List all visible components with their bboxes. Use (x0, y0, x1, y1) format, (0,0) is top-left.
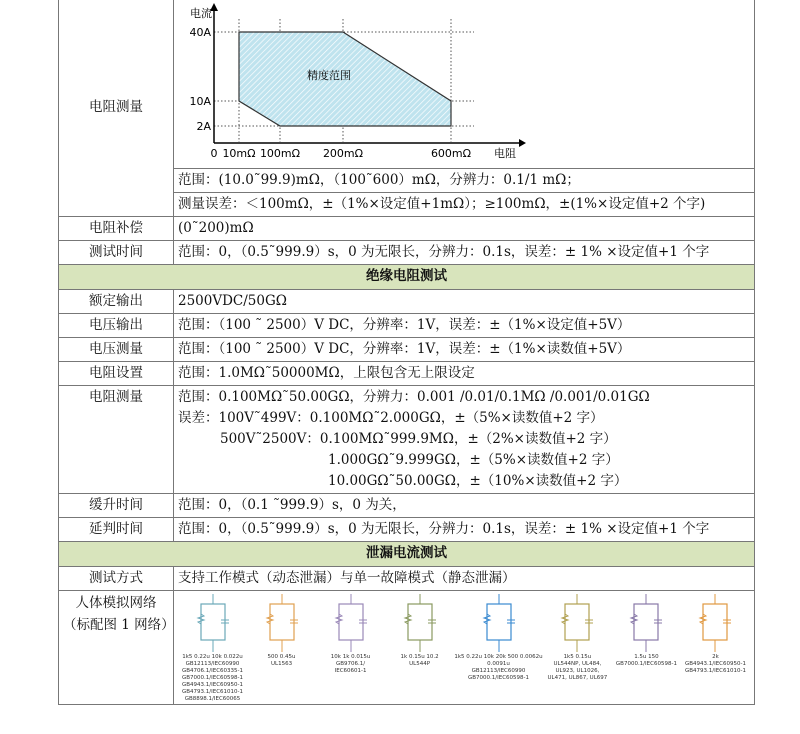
row-label: 电阻设置 (59, 362, 174, 386)
delay-value: 范围：0，（0.5˜999.9）s，0 为无限长，分辨力：0.1s，误差：± 1% ×设定值+1 个字 (174, 518, 755, 542)
circuit-values: 1k5 0.15u (563, 654, 592, 660)
network-diagram (247, 592, 316, 703)
y-tick-label: 10A (189, 95, 211, 108)
standard-caption: UL544NP, UL484, UL923, UL1026, UL471, UL867, UL697 (547, 661, 608, 681)
row-label: 电压测量 (59, 338, 174, 362)
x-tick-label: 0 (210, 147, 218, 160)
x-arrow (519, 139, 526, 147)
test-time-label: 测试时间 (59, 241, 174, 265)
standard-caption: GB9706.1/ IEC60601-1 (334, 661, 367, 674)
circuit-values: 1k 0.15u 10.2 (400, 654, 439, 660)
y-tick-label: 2A (196, 120, 211, 133)
resistance-range: 范围：(10.0˜99.9)mΩ，（100˜600）mΩ，分辨力：0.1/1 mΩ； (174, 169, 755, 193)
network-diagram (543, 592, 612, 703)
circuit-values: 10k 1k 0.015u (330, 654, 371, 660)
circuit-icon (390, 592, 450, 654)
ir-line: 500V˜2500V：0.100MΩ˜999.9MΩ，±（2%×读数值+2 字） (220, 431, 617, 447)
network-diagram (454, 592, 543, 703)
ir-line: 10.00GΩ˜50.00GΩ，±（10%×读数值+2 字） (328, 473, 628, 489)
row-label: 电压输出 (59, 314, 174, 338)
spec-table (58, 0, 755, 705)
network-cell (174, 591, 755, 705)
circuit-values: 2k (712, 654, 719, 660)
network-diagram (385, 592, 454, 703)
standard-caption: GB7000.1/IEC60598-1 (615, 661, 677, 667)
row-value: 2500VDC/50GΩ (174, 290, 755, 314)
standard-caption: GB12113/IEC60990 GB4706.1/IEC60335-1 GB7000.1/IEC60598-1 GB4943.1/IEC60950-1 GB4793.1/IEC61010-1 GB8898.1/IEC60065 (181, 661, 244, 702)
resistance-measure-label: 电阻测量 (59, 0, 174, 217)
network-diagrams (178, 592, 750, 703)
network-diagram (178, 592, 247, 703)
circuit-icon (321, 592, 381, 654)
mode-label: 测试方式 (59, 567, 174, 591)
delay-label: 延判时间 (59, 518, 174, 542)
network-label: 人体模拟网络（标配图 1 网络） (59, 591, 174, 705)
row-value: 范围：1.0MΩ˜50000MΩ，上限包含无上限设定 (174, 362, 755, 386)
x-tick-label: 10mΩ (222, 147, 256, 160)
circuit-icon (616, 592, 676, 654)
ir-line: 范围：0.100MΩ˜50.00GΩ，分辨力：0.001 /0.01/0.1MΩ /0.001/0.01GΩ (178, 389, 650, 405)
standard-caption: UL544P (409, 661, 431, 667)
resistance-error: 测量误差：＜100mΩ，±（1%×设定值+1mΩ）；≥100mΩ，±(1%×设定值+2 个字) (174, 193, 755, 217)
y-axis-label: 电流 (190, 7, 212, 20)
circuit-values: 500 0.45u (267, 654, 296, 660)
mode-value: 支持工作模式（动态泄漏）与单一故障模式（静态泄漏） (174, 567, 755, 591)
insulation-section-title: 绝缘电阻测试 (59, 265, 755, 290)
circuit-values: 1k5 0.22u 10k 20k 500 0.0062u 0.0091u (454, 654, 543, 667)
circuit-icon (252, 592, 312, 654)
ir-line: 1.000GΩ˜9.999GΩ，±（5%×读数值+2 字） (328, 452, 619, 468)
network-diagram (681, 592, 750, 703)
network-diagram (316, 592, 385, 703)
ramp-value: 范围：0，（0.1 ˜999.9）s，0 为关， (174, 494, 755, 518)
circuit-values: 1.5u 150 (634, 654, 659, 660)
circuit-icon (469, 592, 529, 654)
standard-caption: GB12113/IEC60990 GB7000.1/IEC60598-1 (467, 668, 530, 681)
standard-caption: GB4943.1/IEC60950-1 GB4793.1/IEC61010-1 (684, 661, 746, 674)
row-value: 范围：（100 ˜ 2500）V DC，分辨率：1V，误差：±（1%×设定值+5V） (174, 314, 755, 338)
x-tick-label: 200mΩ (322, 147, 364, 160)
ir-line: 误差：100V˜499V：0.100MΩ˜2.000GΩ，±（5%×读数值+2 字） (178, 410, 604, 426)
circuit-icon (685, 592, 745, 654)
standard-caption: UL1563 (271, 661, 293, 667)
compensation-label: 电阻补偿 (59, 217, 174, 241)
accuracy-chart (174, 0, 764, 161)
ramp-label: 缓升时间 (59, 494, 174, 518)
leakage-section-title: 泄漏电流测试 (59, 542, 755, 567)
y-tick-label: 40A (189, 26, 211, 39)
x-axis-label: 电阻 (494, 147, 516, 160)
x-tick-label: 100mΩ (259, 147, 301, 160)
region-label: 精度范围 (307, 69, 351, 82)
ir-measure-label: 电阻测量 (59, 386, 174, 494)
circuit-icon (183, 592, 243, 654)
compensation-value: (0˜200)mΩ (174, 217, 755, 241)
network-diagram (612, 592, 681, 703)
row-value: 范围：（100 ˜ 2500）V DC，分辨率：1V，误差：±（1%×读数值+5V） (174, 338, 755, 362)
row-label: 额定输出 (59, 290, 174, 314)
test-time-value: 范围：0，（0.5˜999.9）s，0 为无限长，分辨力：0.1s，误差：± 1% ×设定值+1 个字 (174, 241, 755, 265)
circuit-values: 1k5 0.22u 10k 0.022u (182, 654, 243, 660)
circuit-icon (547, 592, 607, 654)
accuracy-chart-cell (174, 0, 755, 169)
ir-measure-value (174, 386, 755, 494)
x-tick-label: 600mΩ (430, 147, 472, 160)
